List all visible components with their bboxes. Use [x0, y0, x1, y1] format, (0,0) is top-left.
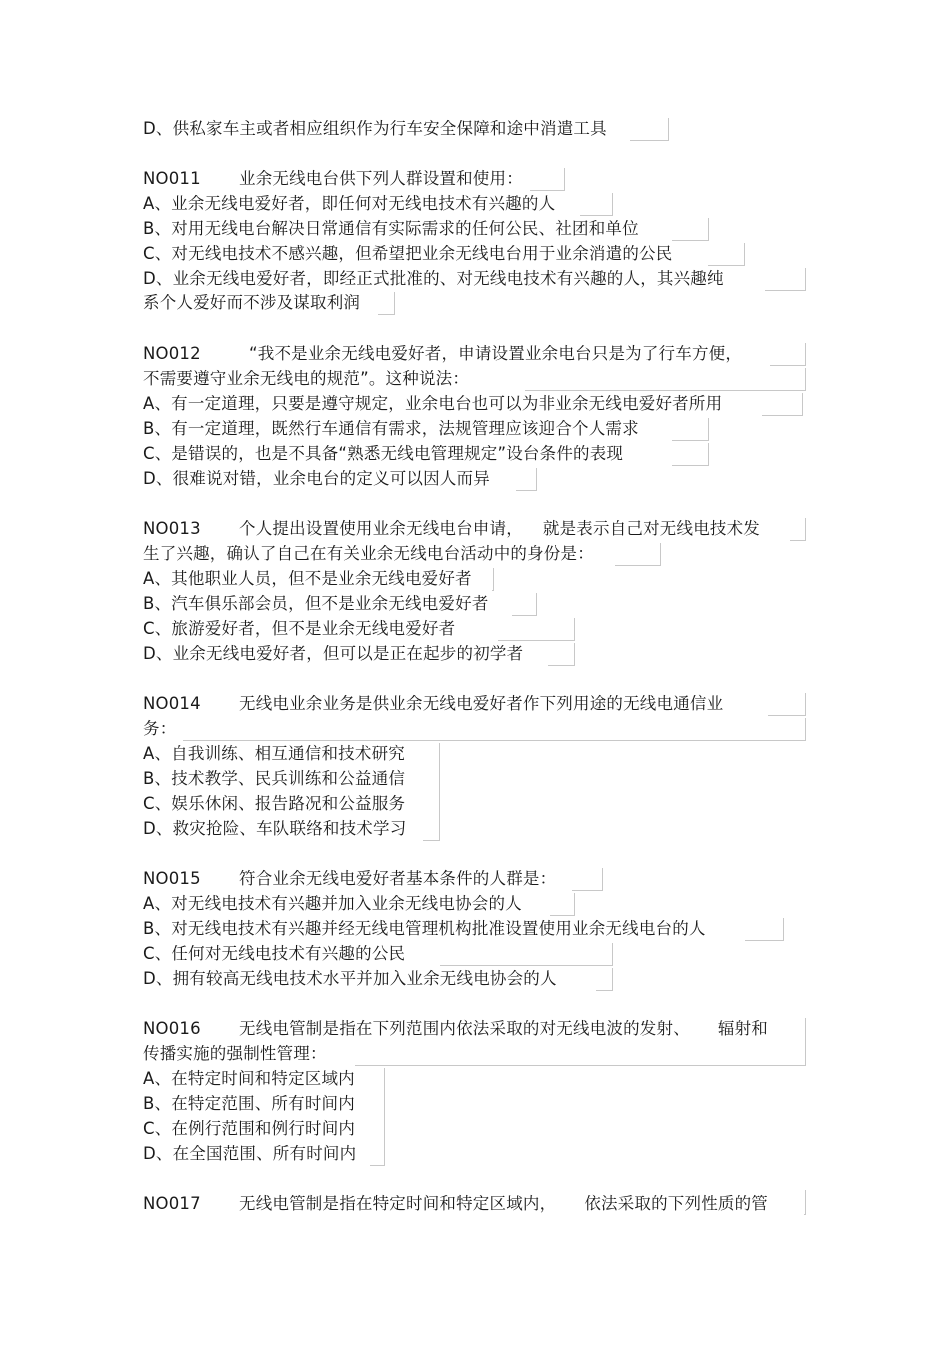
field-box [762, 393, 803, 416]
option-a [143, 1068, 355, 1090]
question-stem [143, 518, 760, 540]
option-text: 系个人爱好而不涉及谋取利润 [143, 293, 361, 312]
question-text: 无线电业余业务是供业余无线电爱好者作下列用途的无线电通信业 [239, 694, 724, 713]
question-text: 业余无线电台供下列人群设置和使用： [239, 169, 523, 188]
option-text: B、有一定道理，既然行车通信有需求，法规管理应该迎合个人需求 [143, 419, 639, 438]
option-text: C、任何对无线电技术有兴趣的公民 [143, 944, 406, 963]
field-box [423, 743, 440, 841]
option-c [143, 618, 455, 640]
option-text: A、业余无线电爱好者，即任何对无线电技术有兴趣的人 [143, 194, 556, 213]
question-text: 符合业余无线电爱好者基本条件的人群是： [239, 869, 557, 888]
question-stem [143, 868, 556, 890]
question-text: “我不是业余无线电爱好者，申请设置业余电台只是为了行车方便， [249, 344, 743, 363]
question-number: NO014 [143, 694, 201, 713]
field-box [525, 368, 806, 391]
field-box [512, 593, 537, 616]
question-stem [143, 1193, 768, 1215]
field-box [615, 543, 661, 566]
option-text: A、在特定时间和特定区域内 [143, 1069, 355, 1088]
field-box [672, 418, 709, 441]
option-b [143, 1093, 355, 1115]
option-b [143, 593, 489, 615]
question-stem [143, 343, 742, 365]
option-c [143, 243, 672, 265]
option-text: B、技术教学、民兵训练和公益通信 [143, 769, 406, 788]
option-d-prev [143, 118, 607, 140]
option-c [143, 1118, 355, 1140]
question-number: NO013 [143, 519, 201, 538]
option-text: D、很难说对错，业余电台的定义可以因人而异 [143, 469, 490, 488]
option-text: C、对无线电技术不感兴趣，但希望把业余无线电台用于业余消遣的公民 [143, 244, 673, 263]
option-b [143, 768, 405, 790]
question-text: 辐射和 [717, 1019, 769, 1038]
field-box [530, 168, 565, 191]
question-text: 传播实施的强制性管理： [143, 1044, 327, 1063]
field-box [672, 443, 709, 466]
field-box [768, 693, 806, 716]
field-box [516, 468, 537, 491]
field-box [765, 268, 806, 291]
field-box [440, 943, 613, 966]
field-box [804, 1190, 806, 1215]
field-box [548, 643, 575, 666]
field-box [672, 218, 709, 241]
question-stem-cont [143, 543, 594, 565]
field-box [378, 292, 395, 315]
question-text: 务： [143, 719, 177, 738]
option-a [143, 743, 405, 765]
field-box [745, 918, 784, 941]
field-box [370, 1068, 385, 1166]
question-text: 依法采取的下列性质的管 [584, 1194, 769, 1213]
option-text: D、供私家车主或者相应组织作为行车安全保障和途中消遣工具 [143, 119, 607, 138]
field-box [572, 868, 603, 891]
option-text: A、对无线电技术有兴趣并加入业余无线电协会的人 [143, 894, 522, 913]
field-box [492, 568, 494, 591]
option-d-cont [143, 292, 360, 314]
question-stem [143, 693, 723, 715]
option-d [143, 818, 406, 840]
option-b [143, 918, 706, 940]
field-box [708, 243, 745, 266]
option-c [143, 443, 623, 465]
option-text: A、其他职业人员，但不是业余无线电爱好者 [143, 569, 472, 588]
option-text: B、对无线电技术有兴趣并经无线电管理机构批准设置使用业余无线电台的人 [143, 919, 706, 938]
question-text: 无线电管制是指在特定时间和特定区域内， [239, 1194, 557, 1213]
option-text: D、救灾抢险、车队联络和技术学习 [143, 819, 407, 838]
question-text: 生了兴趣，确认了自己在有关业余无线电台活动中的身份是： [143, 544, 594, 563]
option-text: C、在例行范围和例行时间内 [143, 1119, 356, 1138]
option-text: C、旅游爱好者，但不是业余无线电爱好者 [143, 619, 456, 638]
question-stem [143, 168, 523, 190]
option-a [143, 393, 722, 415]
option-a [143, 893, 522, 915]
option-text: D、在全国范围、所有时间内 [143, 1144, 357, 1163]
question-stem-cont [143, 718, 176, 740]
field-box [630, 118, 669, 141]
field-box [790, 518, 806, 541]
question-number: NO016 [143, 1019, 201, 1038]
option-text: D、业余无线电爱好者，即经正式批准的、对无线电技术有兴趣的人，其兴趣纯 [143, 269, 724, 288]
option-text: D、拥有较高无线电技术水平并加入业余无线电协会的人 [143, 969, 557, 988]
option-text: C、是错误的，也是不具备“熟悉无线电管理规定”设台条件的表现 [143, 444, 624, 463]
option-d [143, 468, 490, 490]
option-c [143, 943, 405, 965]
option-b [143, 218, 639, 240]
question-number: NO012 [143, 344, 201, 363]
option-text: A、自我训练、相互通信和技术研究 [143, 744, 405, 763]
question-number: NO015 [143, 869, 201, 888]
question-text: 个人提出设置使用业余无线电台申请， [239, 519, 523, 538]
option-c [143, 793, 405, 815]
question-text: 不需要遵守业余无线电的规范”。这种说法： [143, 369, 470, 388]
field-box [580, 193, 613, 216]
option-text: D、业余无线电爱好者，但可以是正在起步的初学者 [143, 644, 524, 663]
option-text: C、娱乐休闲、报告路况和公益服务 [143, 794, 406, 813]
question-number: NO011 [143, 169, 201, 188]
field-box [183, 718, 806, 741]
field-box [498, 618, 575, 641]
question-number: NO017 [143, 1194, 201, 1213]
option-text: B、汽车俱乐部会员，但不是业余无线电爱好者 [143, 594, 489, 613]
question-text: 无线电管制是指在下列范围内依法采取的对无线电波的发射、 [239, 1019, 690, 1038]
option-d [143, 1143, 356, 1165]
question-text: 就是表示自己对无线电技术发 [542, 519, 761, 538]
field-box [770, 343, 806, 366]
option-b [143, 418, 639, 440]
option-d [143, 268, 724, 290]
option-d [143, 968, 557, 990]
option-a [143, 568, 472, 590]
field-box [550, 893, 575, 916]
option-text: B、在特定范围、所有时间内 [143, 1094, 355, 1113]
option-d [143, 643, 523, 665]
field-box [355, 1018, 806, 1066]
option-a [143, 193, 555, 215]
option-text: A、有一定道理，只要是遵守规定，业余电台也可以为非业余无线电爱好者所用 [143, 394, 723, 413]
question-stem-cont [143, 368, 469, 390]
option-text: B、对用无线电台解决日常通信有实际需求的任何公民、社团和单位 [143, 219, 639, 238]
question-stem-cont [143, 1043, 327, 1065]
field-box [596, 968, 613, 991]
